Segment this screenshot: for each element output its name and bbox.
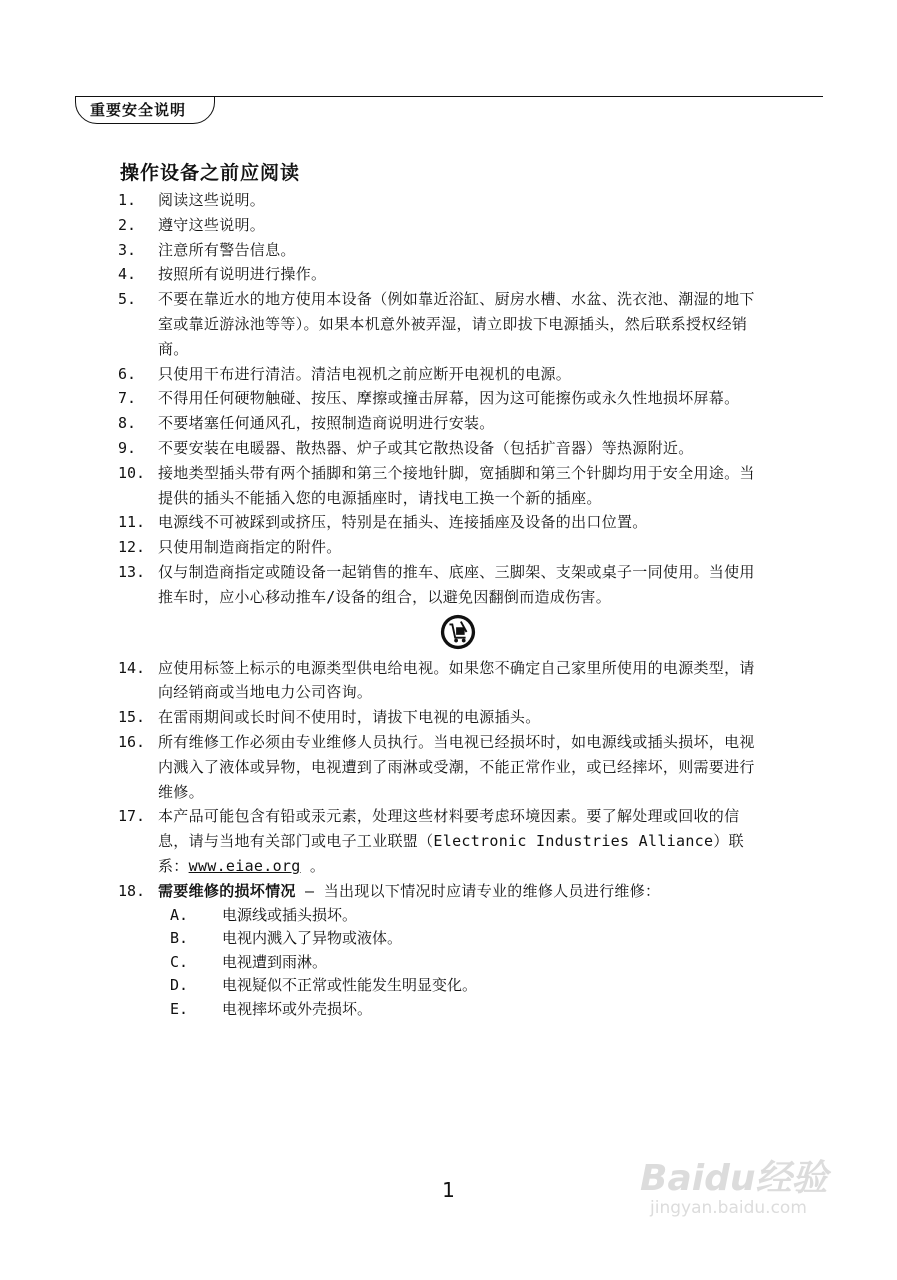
sub-list-item: B. 电视内溅入了异物或液体。 [170,929,403,948]
list-item: 12. 只使用制造商指定的附件。 [118,538,342,557]
list-item: 13. 仅与制造商指定或随设备一起销售的推车、底座、三脚架、支架或桌子一同使用。当使用推车时，应小心移动推车/设备的组合，以避免因翻倒而造成伤害。 [118,562,755,606]
list-item: 11. 电源线不可被踩到或挤压，特别是在插头、连接插座及设备的出口位置。 [118,513,648,532]
watermark-url: jingyan.baidu.com [650,1198,807,1218]
list-item: 15. 在雷雨期间或长时间不使用时，请拔下电视的电源插头。 [118,708,541,727]
list-item: 18. 需要维修的损坏情况 – 当出现以下情况时应请专业的维修人员进行维修： [118,881,661,900]
header-tab: 重要安全说明 [75,96,215,124]
list-item: 6. 只使用干布进行清洁。清洁电视机之前应断开电视机的电源。 [118,364,572,383]
list-item: 16. 所有维修工作必须由专业维修人员执行。当电视已经损坏时，如电源线或插头损坏，电视内溅入了液体或异物，电视遭到了雨淋或受潮，不能正常作业，或已经摔坏，则需要进行维修。 [118,732,755,801]
list-item: 17. 本产品可能包含有铅或汞元素，处理这些材料要考虑环境因素。要了解处理或回收的信息，请与当地有关部门或电子工业联盟（Electronic Industries Alliance）联系：www.eiae.org 。 [118,807,744,875]
list-item: 3. 注意所有警告信息。 [118,240,296,259]
sub-list-item: C. 电视遭到雨淋。 [170,952,328,971]
sub-list-item: D. 电视疑似不正常或性能发生明显变化。 [170,976,478,995]
list-item: 8. 不要堵塞任何通风孔，按照制造商说明进行安装。 [118,414,495,433]
cart-tip-warning-icon [439,613,477,651]
list-item: 2. 遵守这些说明。 [118,215,266,234]
eiae-link[interactable]: www.eiae.org [188,856,301,875]
list-item: 9. 不要安装在电暖器、散热器、炉子或其它散热设备（包括扩音器）等热源附近。 [118,438,694,457]
instruction-list [118,188,758,1021]
list-item: 14. 应使用标签上标示的电源类型供电给电视。如果您不确定自己家里所使用的电源类型，请向经销商或当地电力公司咨询。 [118,658,755,702]
list-item: 1. 阅读这些说明。 [118,191,266,209]
page-number: 1 [442,1178,455,1202]
sub-list-item: A. 电源线或插头损坏。 [170,905,358,924]
list-item: 4. 按照所有说明进行操作。 [118,265,327,284]
list-item: 5. 不要在靠近水的地方使用本设备（例如靠近浴缸、厨房水槽、水盆、洗衣池、潮湿的地下室或靠近游泳池等等）。如果本机意外被弄湿，请立即拔下电源插头，然后联系授权经销商。 [118,290,755,358]
section-title: 操作设备之前应阅读 [120,162,301,184]
watermark-logo: Baidu经验 [640,1158,828,1199]
cart-warning-row [118,613,758,651]
list-item: 10. 接地类型插头带有两个插脚和第三个接地针脚，宽插脚和第三个针脚均用于安全用途。当提供的插头不能插入您的电源插座时，请找电工换一个新的插座。 [118,463,755,507]
sub-list-item: E. 电视摔坏或外壳损坏。 [170,999,373,1018]
list-item: 7. 不得用任何硬物触碰、按压、摩擦或撞击屏幕，因为这可能擦伤或永久性地损坏屏幕。 [118,389,740,408]
